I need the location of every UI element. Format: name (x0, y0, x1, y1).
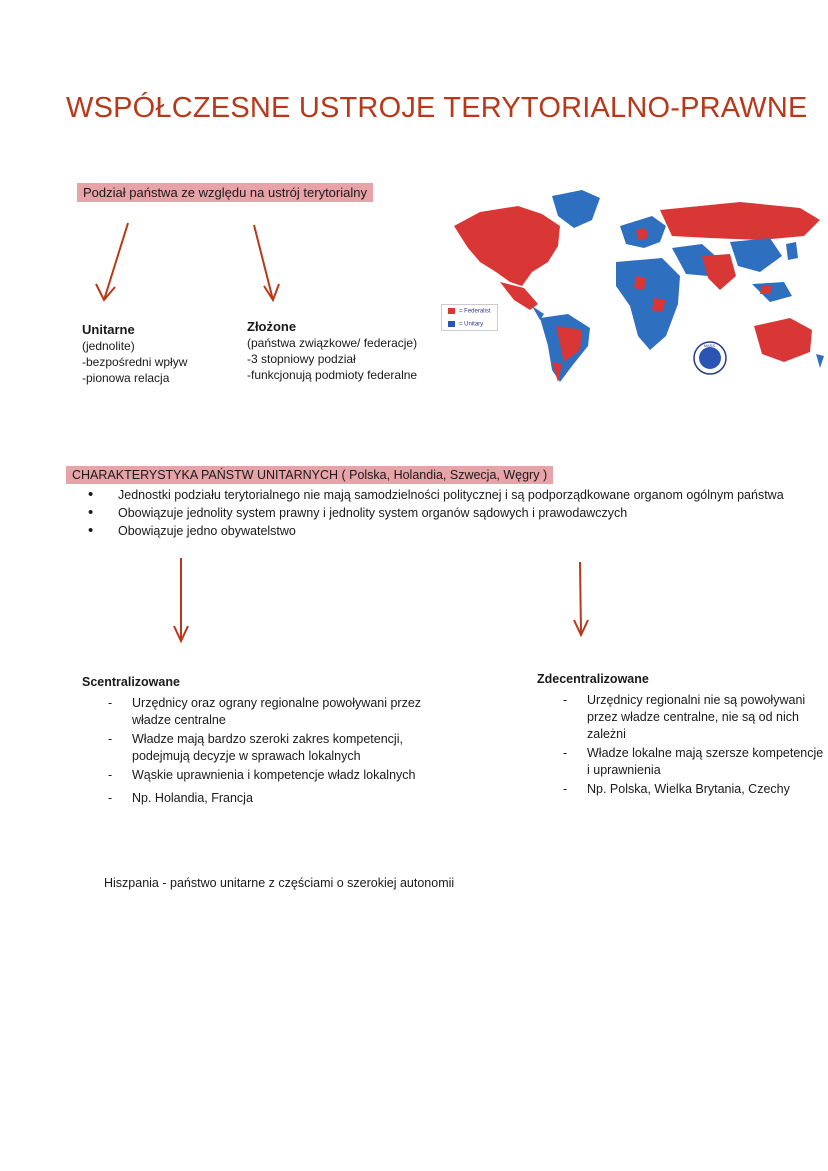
decentralized-title: Zdecentralizowane (537, 672, 649, 686)
arrow-down-icon (170, 556, 194, 644)
malaysia-region (760, 286, 772, 294)
federal-title: Złożone (247, 319, 297, 334)
unitary-line: -pionowa relacja (82, 371, 170, 385)
mexico-region (500, 282, 538, 310)
unitary-title: Unitarne (82, 322, 135, 337)
federal-branch (247, 319, 417, 383)
list-item: - Wąskie uprawnienia i kompetencje władz lokalnych (82, 767, 462, 784)
north-america-region (454, 206, 560, 286)
list-item: - Władze mają bardzo szeroki zakres kompetencji, podejmują decyzje w sprawach lokalnych (82, 731, 462, 765)
spain-note: Hiszpania - państwo unitarne z częściami o szerokiej autonomii (104, 876, 455, 890)
seal-text: MASS. (703, 343, 717, 348)
federal-line: -funkcjonują podmioty federalne (247, 368, 418, 382)
legend-federalist: = Federalist (459, 308, 491, 315)
southeast-asia-region (752, 282, 792, 302)
arrow-down-right-icon (246, 222, 286, 306)
characteristics-list (88, 486, 818, 540)
arrow-down-icon (569, 560, 593, 638)
china-region (730, 238, 782, 272)
germany-region (636, 228, 648, 240)
new-zealand-region (816, 354, 824, 368)
section-heading-territorial-division: Podział państwa ze względu na ustrój terytorialny (77, 183, 373, 202)
list-item: • Obowiązuje jedno obywatelstwo (88, 522, 818, 540)
decentralized-column (537, 671, 827, 800)
nigeria-region (634, 276, 646, 290)
list-item: • Jednostki podziału terytorialnego nie mają samodzielności politycznej i są podporządkowane organom ogólnym państwa (88, 486, 818, 504)
list-item: - Urzędnicy regionalni nie są powoływani przez władze centralne, nie są od nich zależni (537, 692, 827, 743)
list-item: • Obowiązuje jednolity system prawny i jednolity system organów sądowych i prawodawczych (88, 504, 818, 522)
centralized-title: Scentralizowane (82, 675, 180, 689)
list-item: - Władze lokalne mają szersze kompetencje i uprawnienia (537, 745, 827, 779)
federal-line: (państwa związkowe/ federacje) (247, 336, 418, 350)
federal-line: -3 stopniowy podział (247, 352, 356, 366)
list-item: - Np. Polska, Wielka Brytania, Czechy (537, 781, 827, 798)
africa-region (616, 258, 680, 350)
page-title: WSPÓŁCZESNE USTROJE TERYTORIALNO-PRAWNE (66, 92, 808, 124)
section-heading-unitary-characteristics: CHARAKTERYSTYKA PAŃSTW UNITARNYCH ( Polska, Holandia, Szwecja, Węgry ) (66, 466, 553, 484)
india-region (702, 254, 736, 290)
federalist-swatch (448, 308, 455, 314)
legend-unitary: = Unitary (459, 321, 484, 328)
russia-region (660, 202, 820, 240)
japan-region (786, 242, 798, 260)
list-item: - Urzędnicy oraz ograny regionalne powoływani przez władze centralne (82, 695, 462, 729)
unitary-line: -bezpośredni wpływ (82, 355, 188, 369)
unitary-line: (jednolite) (82, 339, 135, 353)
list-item: - Np. Holandia, Francja (82, 790, 462, 807)
greenland-region (552, 190, 600, 228)
unitary-branch (82, 322, 187, 386)
unitary-swatch (448, 321, 455, 327)
seal-inner (699, 347, 721, 369)
arrow-down-left-icon (90, 220, 140, 306)
centralized-column (82, 674, 462, 809)
world-map-federal-unitary (440, 186, 826, 386)
australia-region (754, 318, 812, 362)
map-legend (441, 304, 498, 331)
